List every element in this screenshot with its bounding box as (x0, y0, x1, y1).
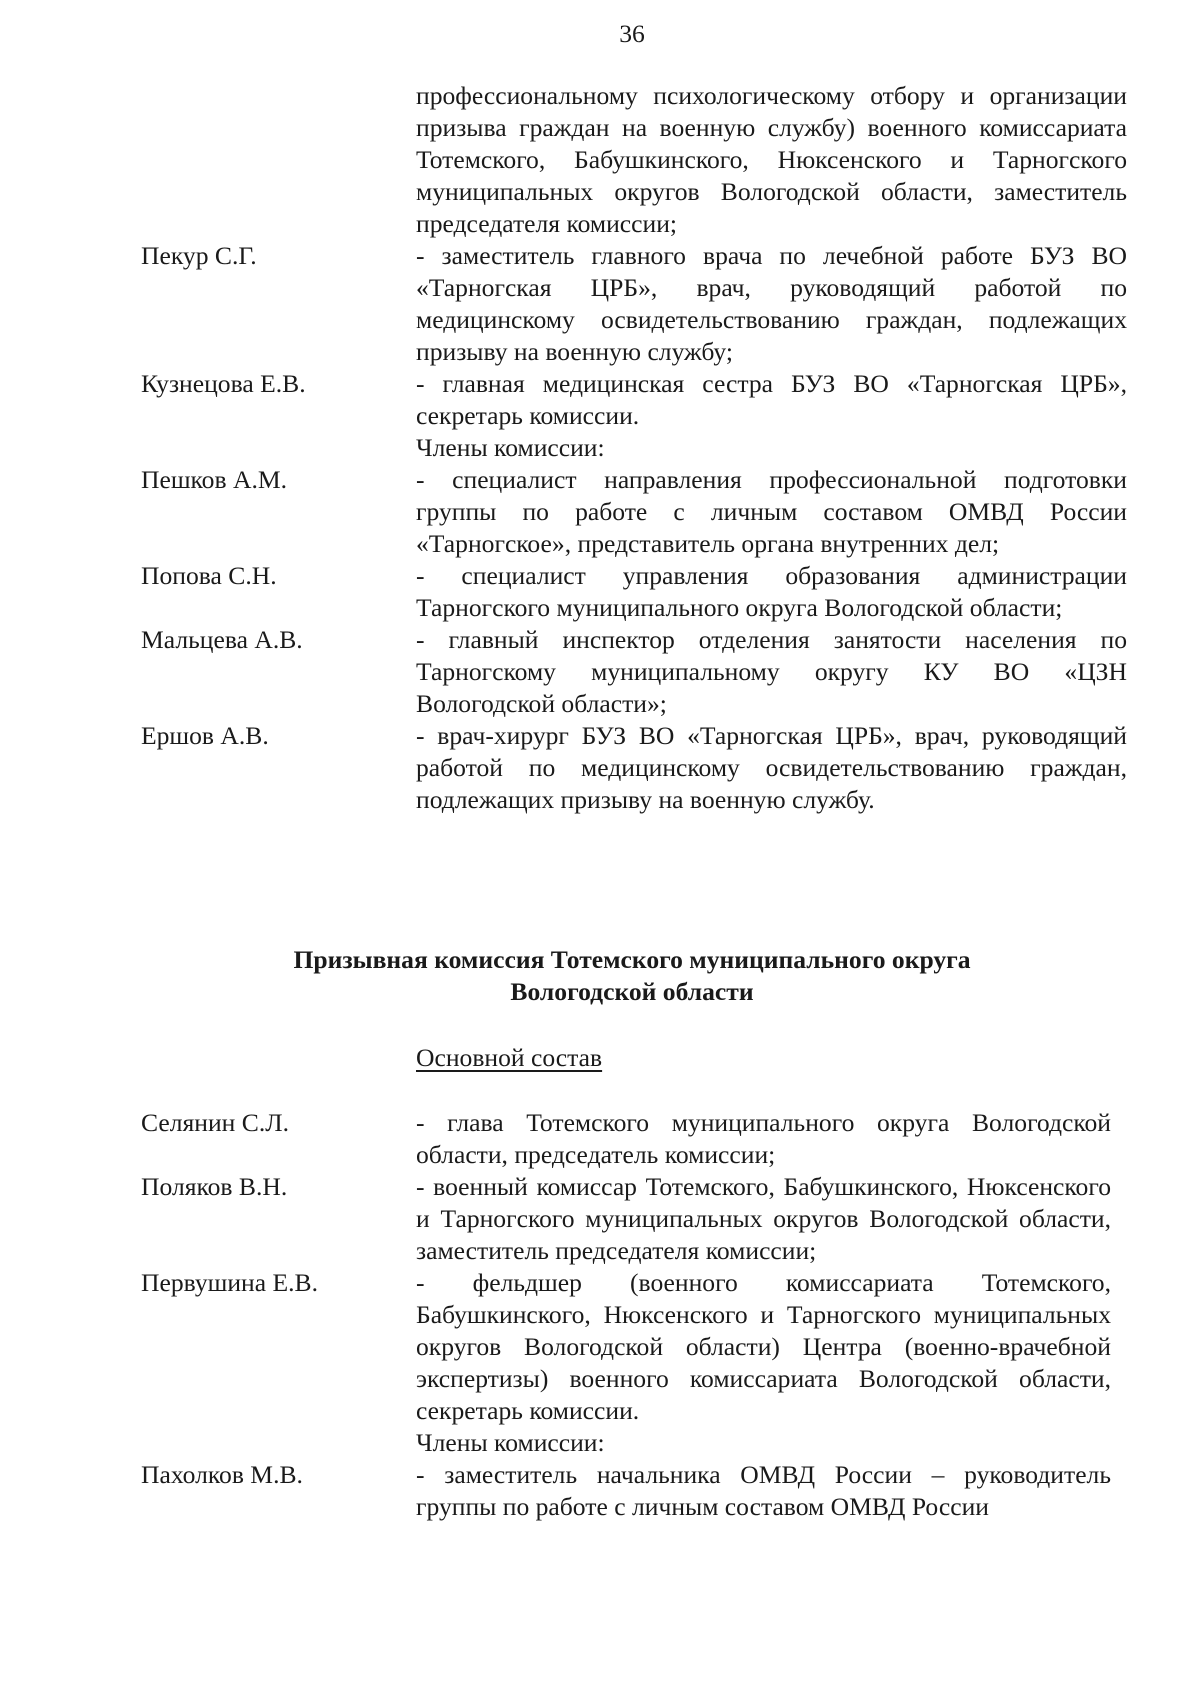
commission-1-list (0, 80, 1200, 816)
section-title (0, 944, 1200, 1008)
member-name: Мальцева А.В. (141, 625, 303, 654)
member-role: - заместитель начальника ОМВД России – руководитель группы по работе с личным составом ОМВД России (416, 1460, 1111, 1521)
member-row (0, 240, 1200, 368)
member-role: профессиональному психологическому отбору и организации призыва граждан на военную службу) военного комиссариата Тотемского, Бабушкинского, Нюксенского и Тарногского муниципальных округов Вологодской области, заместитель председателя комиссии; (416, 81, 1127, 238)
member-row (0, 1267, 1200, 1427)
member-name: Ершов А.В. (141, 721, 269, 750)
member-role: - военный комиссар Тотемского, Бабушкинского, Нюксенского и Тарногского муниципальных округов Вологодской области, заместитель председателя комиссии; (416, 1172, 1111, 1265)
member-row (0, 560, 1200, 624)
member-name: Пешков А.М. (141, 465, 288, 494)
section-title-line: Призывная комиссия Тотемского муниципального округа (293, 945, 971, 974)
member-role: - специалист направления профессиональной подготовки группы по работе с личным составом ОМВД России «Тарногское», представитель органа внутренних дел; (416, 465, 1127, 558)
member-name: Пекур С.Г. (141, 241, 257, 270)
page-number: 36 (619, 19, 645, 48)
member-role: - глава Тотемского муниципального округа Вологодской области, председатель комиссии; (416, 1108, 1111, 1169)
member-role: - врач-хирург БУЗ ВО «Тарногская ЦРБ», врач, руководящий работой по медицинскому освидетельствованию граждан, подлежащих призыву на военную службу. (416, 721, 1127, 814)
member-name: Кузнецова Е.В. (141, 369, 306, 398)
member-name: Первушина Е.В. (141, 1268, 319, 1297)
member-role: - специалист управления образования администрации Тарногского муниципального округа Вологодской области; (416, 561, 1127, 622)
member-name (0, 80, 416, 240)
member-row (0, 720, 1200, 816)
member-role: - заместитель главного врача по лечебной работе БУЗ ВО «Тарногская ЦРБ», врач, руководящий работой по медицинскому освидетельствованию граждан, подлежащих призыву на военную службу; (416, 241, 1127, 366)
member-name: Поляков В.Н. (141, 1172, 288, 1201)
member-row (0, 464, 1200, 560)
members-label: Члены комиссии: (416, 433, 605, 462)
member-role: - главный инспектор отделения занятости населения по Тарногскому муниципальному округу КУ ВО «ЦЗН Вологодской области»; (416, 625, 1127, 718)
member-row (0, 1171, 1200, 1267)
section-subtitle: Основной состав (416, 1043, 603, 1072)
member-name: Пахолков М.В. (141, 1460, 303, 1489)
member-row (0, 624, 1200, 720)
member-role: - фельдшер (военного комиссариата Тотемского, Бабушкинского, Нюксенского и Тарногского муниципальных округов Вологодской области) Центра (военно-врачебной экспертизы) военного комиссариата Вологодской области, секретарь комиссии. (416, 1268, 1111, 1425)
member-row (0, 1107, 1200, 1171)
section-title-line: Вологодской области (510, 977, 754, 1006)
member-role: - главная медицинская сестра БУЗ ВО «Тарногская ЦРБ», секретарь комиссии. (416, 369, 1127, 430)
commission-2-list (0, 1107, 1200, 1523)
members-label: Члены комиссии: (416, 1428, 605, 1457)
member-row (0, 1459, 1200, 1523)
member-name: Селянин С.Л. (141, 1108, 290, 1137)
member-row (0, 368, 1200, 432)
continuation-row (0, 80, 1200, 240)
member-name: Попова С.Н. (141, 561, 277, 590)
